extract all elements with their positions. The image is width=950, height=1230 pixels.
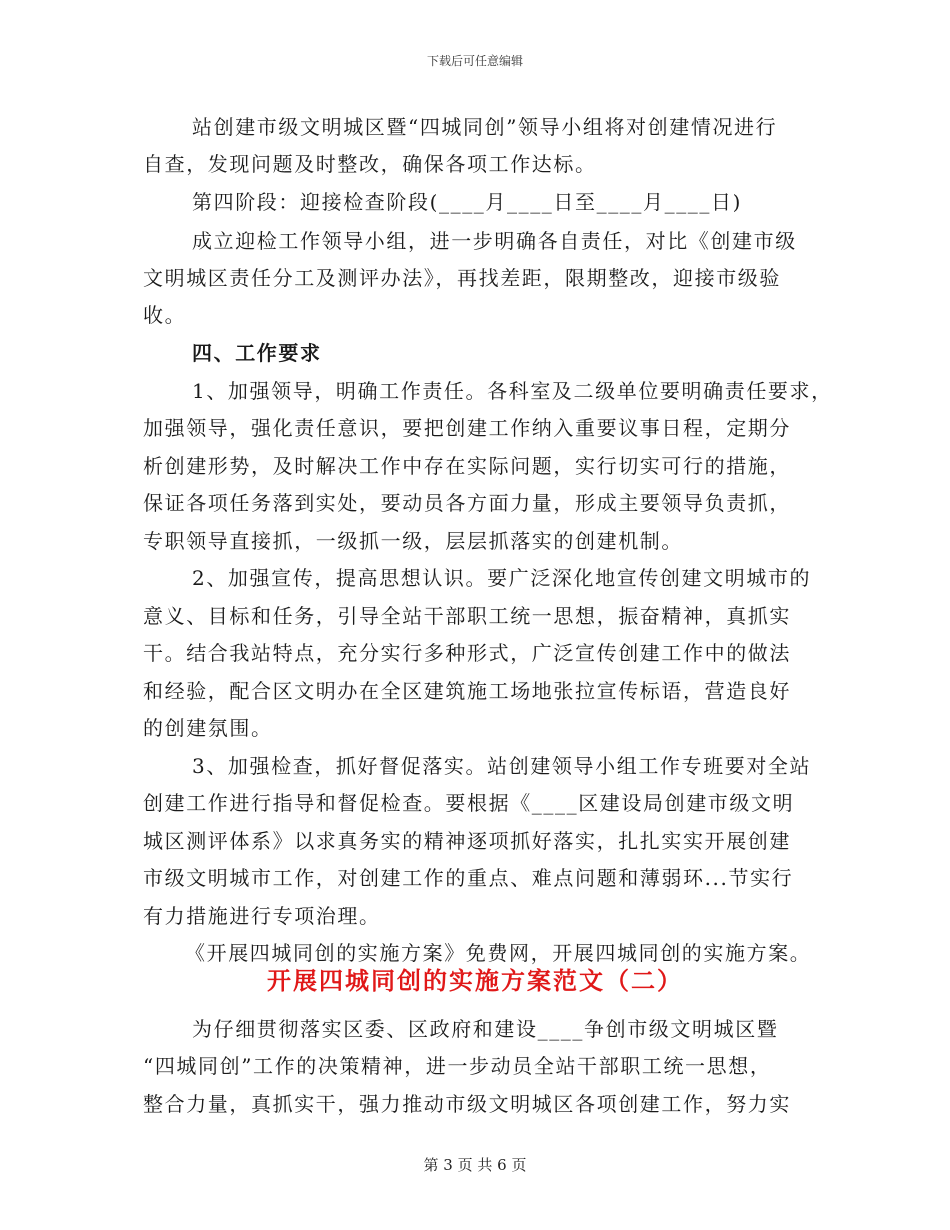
body-line: 1、加强领导，明确工作责任。各科室及二级单位要明确责任要求， xyxy=(192,379,833,403)
body-line: 专职领导直接抓，一级抓一级，层层抓落实的创建机制。 xyxy=(143,529,683,553)
body-line: 自查，发现问题及时整改，确保各项工作达标。 xyxy=(143,152,597,176)
body-line: 整合力量，真抓实干，强力推动市级文明城区各项创建工作，努力实 xyxy=(143,1092,791,1116)
body-line: 析创建形势，及时解决工作中存在实际问题，实行切实可行的措施， xyxy=(143,454,791,478)
body-line: “四城同创”工作的决策精神，进一步动员全站干部职工统一思想， xyxy=(143,1054,772,1078)
body-line: 意义、目标和任务，引导全站干部职工统一思想，振奋精神，真抓实 xyxy=(143,604,791,628)
body-line: 站创建市级文明城区暨“四城同创”领导小组将对创建情况进行 xyxy=(192,115,778,139)
body-line: 市级文明城市工作，对创建工作的重点、难点问题和薄弱环...节实行 xyxy=(143,866,794,890)
stage-four-line: 第四阶段：迎接检查阶段(____月____日至____月____日) xyxy=(192,190,743,214)
section-heading-work-requirements: 四、工作要求 xyxy=(192,341,322,365)
body-line: 的创建氛围。 xyxy=(143,716,273,740)
source-note-line: 《开展四城同创的实施方案》免费网，开展四城同创的实施方案。 xyxy=(185,941,812,965)
body-line: 和经验，配合区文明办在全区建筑施工场地张拉宣传标语，营造良好 xyxy=(143,679,791,703)
page-header-note: 下载后可任意编辑 xyxy=(426,54,523,68)
body-line: 城区测评体系》以求真务实的精神逐项抓好落实，扎扎实实开展创建 xyxy=(143,829,791,853)
body-line: 有力措施进行专项治理。 xyxy=(143,904,381,928)
body-line: 成立迎检工作领导小组，进一步明确各自责任，对比《创建市级 xyxy=(192,229,797,253)
body-line: 加强领导，强化责任意识，要把创建工作纳入重要议事日程，定期分 xyxy=(143,416,791,440)
body-line: 创建工作进行指导和督促检查。要根据《____区建设局创建市级文明 xyxy=(143,791,795,815)
body-line: 为仔细贯彻落实区委、区政府和建设____争创市级文明城区暨 xyxy=(192,1017,779,1041)
body-line: 2、加强宣传，提高思想认识。要广泛深化地宣传创建文明城市的 xyxy=(192,566,812,590)
section-title: 开展四城同创的实施方案范文（二） xyxy=(267,966,683,995)
page-number-footer: 第 3 页 共 6 页 xyxy=(423,1156,527,1174)
body-line: 保证各项任务落到实处，要动员各方面力量，形成主要领导负责抓， xyxy=(143,491,791,515)
body-line: 3、加强检查，抓好督促落实。站创建领导小组工作专班要对全站 xyxy=(192,754,812,778)
body-line: 收。 xyxy=(143,303,187,327)
body-line: 文明城区责任分工及测评办法》，再找差距，限期整改，迎接市级验 xyxy=(143,266,781,290)
body-line: 干。结合我站特点，充分实行多种形式，广泛宣传创建工作中的做法 xyxy=(143,641,791,665)
